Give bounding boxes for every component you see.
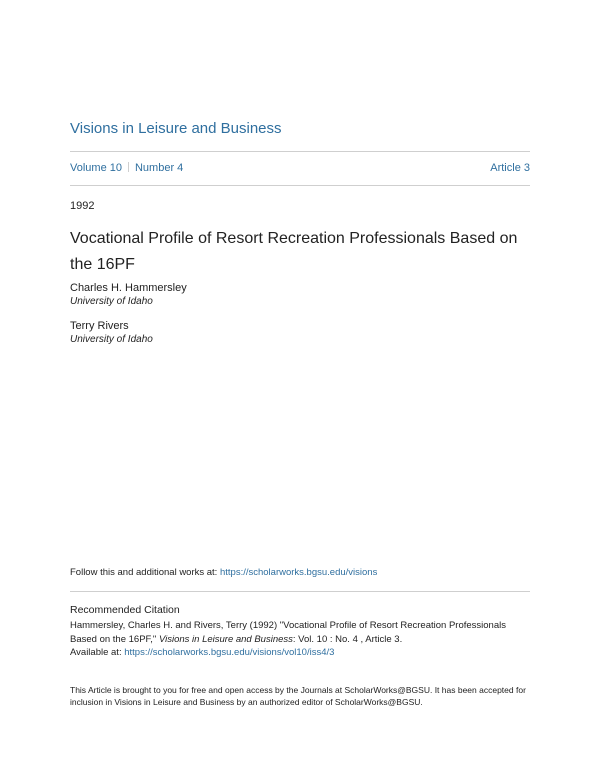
citation-part2: : Vol. 10 : No. 4 , Article 3. — [292, 633, 403, 645]
author-affiliation: University of Idaho — [70, 296, 153, 307]
author-affiliation: University of Idaho — [70, 334, 153, 345]
issue-link[interactable]: Number 4 — [134, 162, 184, 174]
available-label: Available at: — [70, 647, 125, 658]
follow-text: Follow this and additional works at: — [70, 567, 220, 578]
top-divider — [70, 151, 530, 152]
citation-text — [70, 619, 535, 660]
citation-journal: Visions in Leisure and Business — [158, 633, 293, 645]
citation-divider — [70, 591, 530, 592]
article-title: Vocational Profile of Resort Recreation Professionals Based on the 16PF — [70, 230, 518, 273]
author-block-1 — [70, 282, 187, 307]
publication-year: 1992 — [70, 200, 95, 212]
open-access-notice: This Article is brought to you for free and open access by the Journals at ScholarWorks@BGSU. It has been accepted for inclusion in Visions in Leisure and Business by an authorized editor of ScholarWorks@BGSU. — [70, 685, 526, 707]
volume-row — [70, 162, 530, 178]
volume-divider — [70, 185, 530, 186]
follow-line — [70, 567, 377, 578]
citation-part1: Hammersley, Charles H. and Rivers, Terry (1992) "Vocational Profile of Resort Recreation Professionals Based on the 16PF," — [70, 620, 506, 645]
volume-link[interactable]: Volume 10 — [70, 162, 122, 174]
journal-name-link[interactable]: Visions in Leisure and Business — [70, 120, 282, 137]
follow-url-link[interactable]: https://scholarworks.bgsu.edu/visions — [219, 567, 378, 578]
volume-separator — [128, 162, 129, 172]
author-block-2 — [70, 320, 153, 345]
author-name: Charles H. Hammersley — [70, 282, 187, 294]
author-name: Terry Rivers — [70, 320, 129, 332]
citation-heading: Recommended Citation — [70, 604, 180, 616]
citation-url-link[interactable]: https://scholarworks.bgsu.edu/visions/vol10/iss4/3 — [124, 647, 335, 658]
article-link[interactable]: Article 3 — [490, 162, 530, 174]
